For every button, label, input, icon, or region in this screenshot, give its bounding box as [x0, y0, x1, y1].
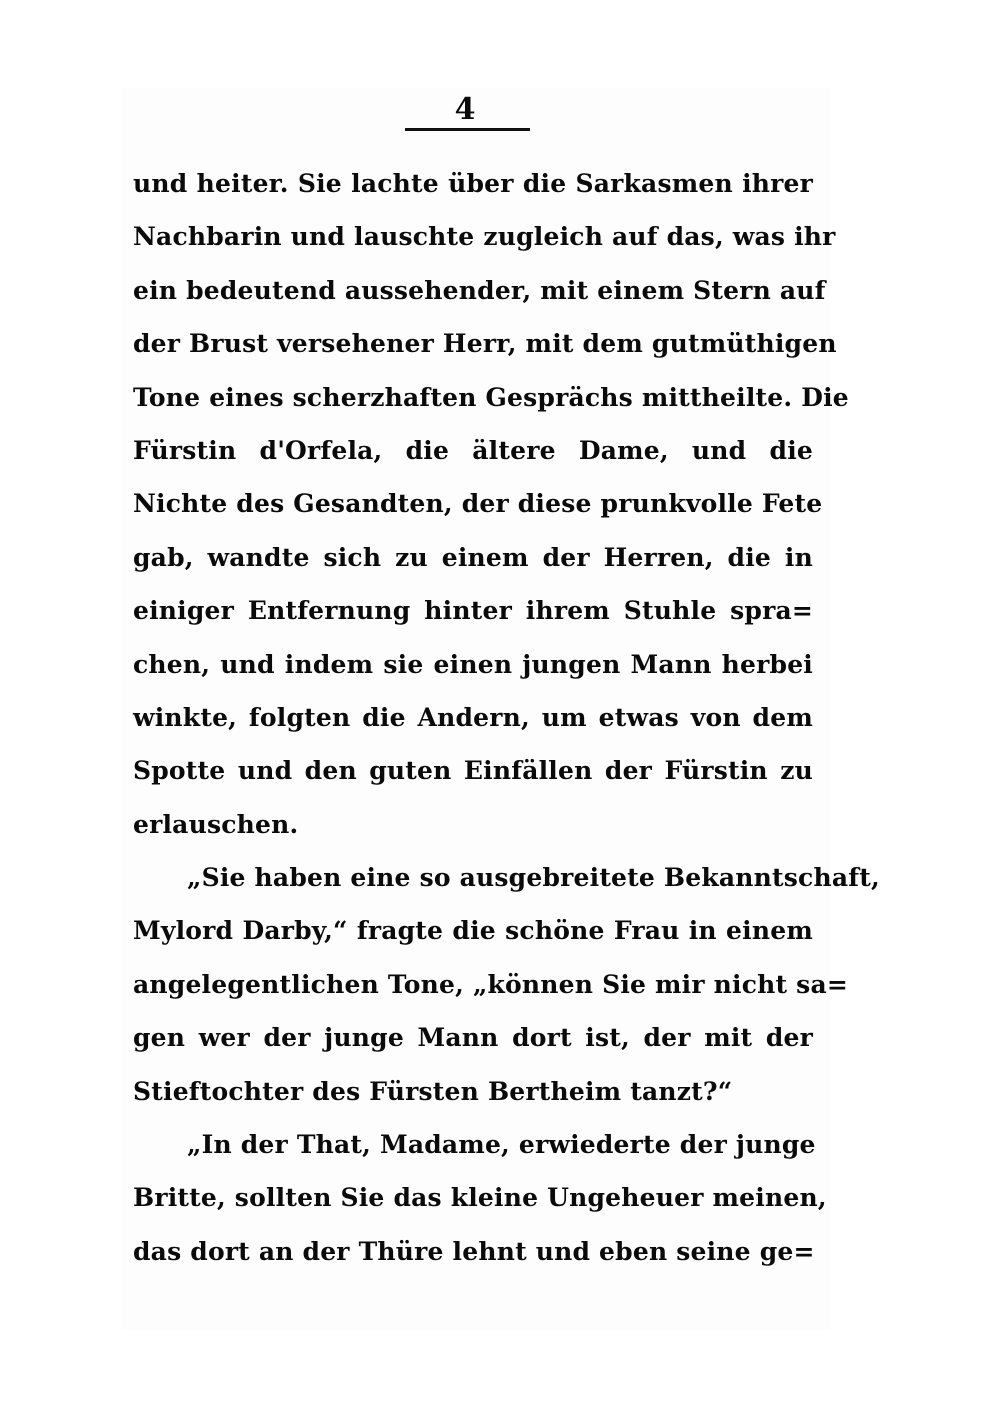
- paragraph-end-line: Stieftochter des Fürsten Bertheim tanzt?“: [133, 1076, 733, 1106]
- page-number: 4: [454, 92, 476, 127]
- text-line: Fürstin d'Orfela, die ältere Dame, und die: [133, 435, 813, 465]
- text-line: Britte, sollten Sie das kleine Ungeheuer meinen,: [133, 1183, 827, 1213]
- text-line: der Brust versehener Herr, mit dem gutmüthigen: [133, 329, 837, 359]
- page-number-rule: [405, 128, 530, 131]
- text-line: ein bedeutend aussehender, mit einem Stern auf: [133, 275, 826, 305]
- body-text: [133, 162, 880, 1283]
- text-line: Mylord Darby,“ fragte die schöne Frau in einem: [133, 916, 813, 946]
- text-line: winkte, folgten die Andern, um etwas von dem: [133, 702, 813, 732]
- text-line: Spotte und den guten Einfällen der Fürstin zu: [133, 756, 813, 786]
- text-line: angelegentlichen Tone, „können Sie mir nicht sa=: [133, 969, 848, 999]
- text-line: das dort an der Thüre lehnt und eben seine ge=: [133, 1236, 815, 1266]
- text-line: gen wer der junge Mann dort ist, der mit der: [133, 1023, 813, 1053]
- text-line: gab, wandte sich zu einem der Herren, die in: [133, 542, 813, 572]
- text-line: Nichte des Gesandten, der diese prunkvolle Fete: [133, 489, 823, 519]
- text-line: chen, und indem sie einen jungen Mann herbei: [133, 649, 813, 679]
- text-line: Nachbarin und lauschte zugleich auf das, was ihr: [133, 222, 836, 252]
- dialogue-start-line: „Sie haben eine so ausgebreitete Bekanntschaft,: [187, 863, 880, 893]
- paragraph-end-line: erlauschen.: [133, 809, 299, 839]
- text-line: Tone eines scherzhaften Gesprächs mittheilte. Die: [133, 382, 849, 412]
- text-line: und heiter. Sie lachte über die Sarkasmen ihrer: [133, 169, 813, 198]
- text-line: einiger Entfernung hinter ihrem Stuhle spra=: [133, 596, 813, 626]
- dialogue-start-line: „In der That, Madame, erwiederte der junge: [187, 1130, 816, 1160]
